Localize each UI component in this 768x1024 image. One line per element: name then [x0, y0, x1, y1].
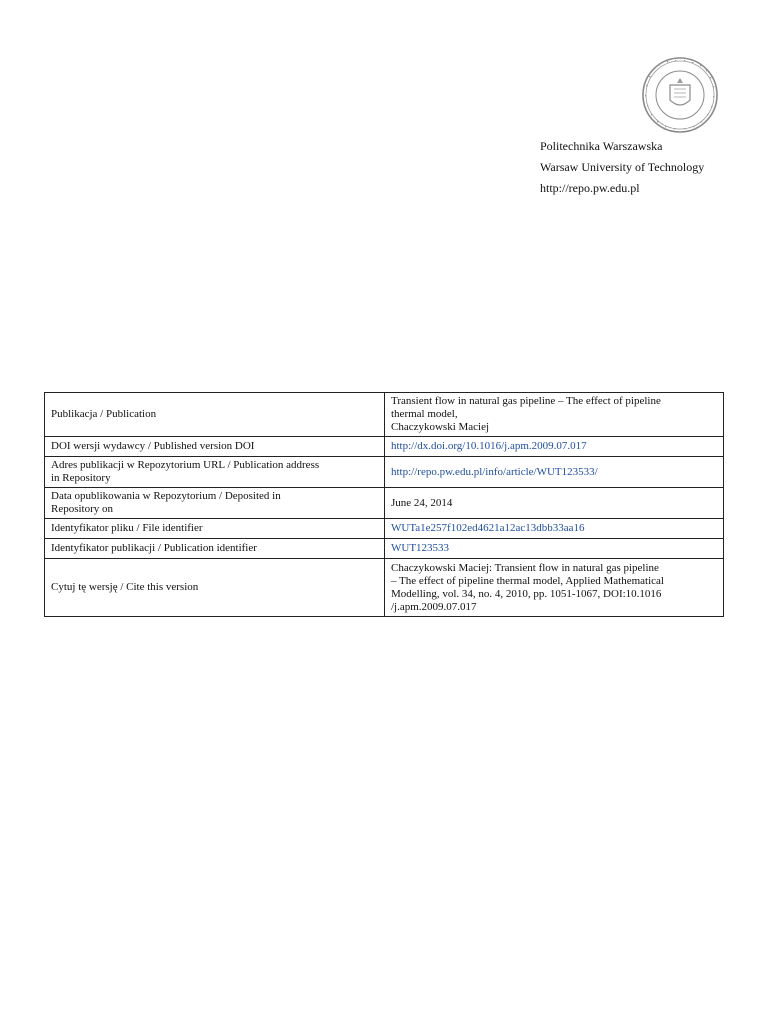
publication-identifier-label: Identyfikator publikacji / Publication identifier	[45, 539, 385, 559]
institution-block	[540, 136, 704, 199]
deposit-date-label-line-1: Data opublikowania w Repozytorium / Deposited in	[51, 490, 281, 502]
file-identifier-cell	[385, 519, 724, 539]
citation-line-4: /j.apm.2009.07.017	[391, 600, 477, 613]
file-identifier-link[interactable]: WUTa1e257f102ed4621a12ac13dbb33aa16	[391, 522, 585, 534]
table-row	[45, 393, 724, 437]
repository-address-link[interactable]: http://repo.pw.edu.pl/info/article/WUT123533/	[391, 465, 598, 478]
published-doi-cell	[385, 437, 724, 457]
deposit-date-value: June 24, 2014	[385, 488, 724, 519]
citation-line-1: Chaczykowski Maciej: Transient flow in natural gas pipeline	[391, 561, 659, 574]
table-row	[45, 519, 724, 539]
publication-label: Publikacja / Publication	[45, 393, 385, 437]
file-identifier-label: Identyfikator pliku / File identifier	[45, 519, 385, 539]
table-row	[45, 457, 724, 488]
table-row	[45, 437, 724, 457]
publication-value	[385, 393, 724, 437]
publication-title-line-2: thermal model,	[391, 408, 458, 420]
publication-title-line-1: Transient flow in natural gas pipeline – The effect of pipeline	[391, 395, 661, 407]
institution-url[interactable]: http://repo.pw.edu.pl	[540, 181, 640, 195]
repository-address-label-line-2: in Repository	[51, 472, 111, 484]
publication-author: Chaczykowski Maciej	[391, 421, 490, 433]
deposit-date-label	[45, 488, 385, 519]
published-doi-link[interactable]: http://dx.doi.org/10.1016/j.apm.2009.07.017	[391, 440, 587, 452]
repository-address-cell	[385, 457, 724, 488]
publication-identifier-cell	[385, 539, 724, 559]
table-row	[45, 539, 724, 559]
publication-metadata-table	[44, 392, 724, 617]
repository-address-label-line-1: Adres publikacji w Repozytorium URL / Publication address	[51, 459, 320, 471]
repository-address-label	[45, 457, 385, 488]
publication-identifier-link[interactable]: WUT123533	[391, 542, 450, 554]
table-row	[45, 559, 724, 617]
institution-name-pl: Politechnika Warszawska	[540, 139, 663, 153]
published-doi-label: DOI wersji wydawcy / Published version DOI	[45, 437, 385, 457]
cite-version-value	[385, 559, 724, 617]
university-seal-logo	[641, 56, 719, 134]
institution-name-en: Warsaw University of Technology	[540, 160, 705, 174]
deposit-date-label-line-2: Repository on	[51, 503, 114, 515]
citation-line-3: Modelling, vol. 34, no. 4, 2010, pp. 1051-1067, DOI:10.1016	[391, 587, 662, 600]
table-row	[45, 488, 724, 519]
cite-version-label: Cytuj tę wersję / Cite this version	[45, 559, 385, 617]
citation-line-2: – The effect of pipeline thermal model, Applied Mathematical	[391, 574, 664, 587]
